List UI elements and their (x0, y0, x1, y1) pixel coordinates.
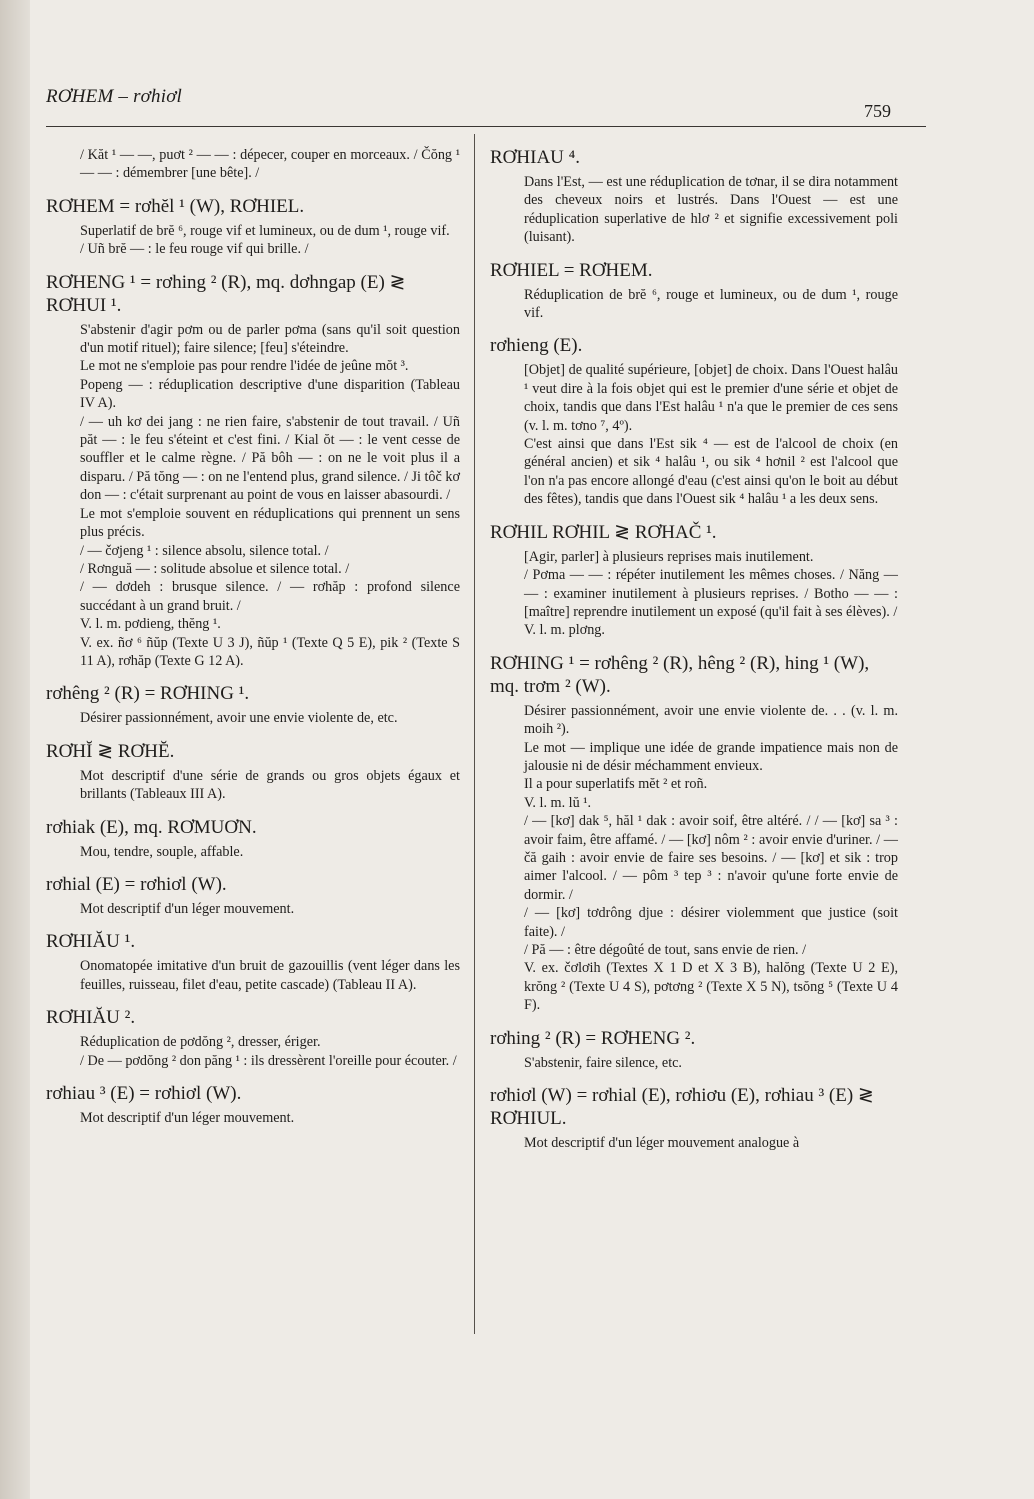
entry-rohiak (46, 816, 460, 861)
entry-text: Dans l'Est, — est une réduplication de tơnar, il se dira notamment des cheveux noirs et lustrés. Dans l'Ouest — est une réduplication superlative de hlơ ² et signifie excessivement poli (luisant). (524, 174, 898, 246)
entry-rohiau-3 (46, 1082, 460, 1127)
headword: rơhing ² (R) = RƠHENG ². (490, 1027, 696, 1049)
entry-rohiau-1 (46, 930, 460, 994)
entry-text: V. l. m. plơng. (524, 622, 605, 639)
entry-text: [Objet] de qualité supérieure, [objet] de choix. Dans l'Ouest halâu ¹ veut dire à la fois objet qui est le premier d'une série et objet de choix, tandis que dans l'Est halâu ¹ n'a que le premier de ces sens (v. l. m. tơno ⁷, 4º). (524, 362, 898, 434)
entry-text: Il a pour superlatifs mĕt ² et roñ. (524, 776, 708, 793)
right-column (490, 146, 898, 1164)
entry-rohing-2 (490, 1027, 898, 1072)
entry-text: Mot descriptif d'un léger mouvement. (80, 1110, 295, 1126)
entry-text: Mou, tendre, souple, affable. (80, 843, 244, 860)
entry-text: Mot descriptif d'une série de grands ou gros objets égaux et brillants (Tableaux III A). (80, 767, 460, 803)
column-divider (474, 134, 475, 1334)
page-number: 759 (864, 101, 891, 121)
headword: RƠHIĂU ¹. (46, 931, 136, 953)
left-column (46, 146, 460, 1139)
entry-rohing-1 (490, 652, 898, 1015)
headword: rơhial (E) = rơhiơl (W). (46, 873, 227, 895)
entry-text: [Agir, parler] à plusieurs reprises mais inutilement. (524, 548, 814, 565)
entry-text: V. l. m. pơdieng, thĕng ¹. (80, 616, 221, 633)
fragment-text: / Kăt ¹ — —, puơt ² — — : dépecer, couper en morceaux. / Čŏng ¹ — — : démembrer [une bête]. / (80, 147, 460, 182)
entry-text: Mot descriptif d'un léger mouvement. (80, 900, 295, 917)
running-head: RƠHEM – rơhiơl (46, 86, 183, 107)
entry-rohiau-4 (490, 146, 898, 247)
entry-text: Mot descriptif d'un léger mouvement analogue à (524, 1135, 800, 1152)
headword: RƠHIĂU ². (46, 1007, 136, 1029)
entry-rohial (46, 873, 460, 918)
entry-text: / De — pơdŏng ² don păng ¹ : ils dressèrent l'oreille pour écouter. / (80, 1052, 457, 1069)
headword: RƠHIEL = RƠHEM. (490, 259, 653, 281)
page-gutter (0, 0, 30, 1499)
entry-text: S'abstenir d'agir pơm ou de parler pơma (sans qu'il soit question d'un motif rituel); faire silence; [feu] s'éteindre. (80, 321, 460, 357)
entry-text: / — [kơ] tơdrông djue : désirer violemment que justice (soit faite). / (524, 905, 898, 940)
entry-text: Désirer passionnément, avoir une envie violente de, etc. (80, 710, 398, 727)
headword: RƠHING ¹ = rơhêng ² (R), hêng ² (R), hing ¹ (W), mq. trơm ² (W). (490, 652, 870, 697)
entry-text: / Pơma — — : répéter inutilement les mêmes choses. / Năng — — : examiner inutilement à plusieurs reprises. / Botho — — : [maître] reprendre inutilement un exposé (qu'il fait à ses élèves). / (524, 567, 898, 620)
headword: rơhieng (E). (490, 335, 583, 357)
entry-text: / — uh kơ dei jang : ne rien faire, s'abstenir de tout travail. / Uñ păt — : le feu s'éteint et c'est fini. / Kial ŏt — : le vent cesse de souffler et le calme règne. / Pă bôh — : on ne le voit plus il a disparu. / Pă tŏng — : on ne l'entend plus, grand silence. / Ji tôč kơ don — : c'était surprenant au point de vous en laisser abasourdi. / (80, 413, 460, 504)
entry-text: Réduplication de brĕ ⁶, rouge et lumineux, ou de dum ¹, rouge vif. (524, 286, 898, 322)
entry-rohem (46, 195, 460, 259)
headword: RƠHIAU ⁴. (490, 147, 581, 168)
entry-roheng-1 (46, 271, 460, 671)
entry-text: Le mot — implique une idée de grande impatience mais non de jalousie ni de désir méchamment envieux. (524, 739, 898, 774)
headword: rơhiơl (W) = rơhial (E), rơhiơu (E), rơhiau ³ (E) ≷ RƠHIUL. (490, 1085, 874, 1130)
entry-rohieng (490, 334, 898, 508)
entry-text: / Rơnguă — : solitude absolue et silence total. / (80, 560, 350, 577)
headword: rơhêng ² (R) = RƠHING ¹. (46, 683, 250, 705)
headword: RƠHIL RƠHIL ≷ RƠHAČ ¹. (490, 521, 717, 543)
entry-rohiel (490, 259, 898, 323)
header-rule (46, 126, 926, 127)
entry-text: / Pă — : être dégoûté de tout, sans envie de rien. / (524, 942, 807, 958)
entry-text: S'abstenir, faire silence, etc. (524, 1054, 682, 1071)
headword: RƠHENG ¹ = rơhing ² (R), mq. dơhngap (E) ≷ RƠHUI ¹. (46, 271, 406, 316)
entry-text: / — dơdeh : brusque silence. / — rơhăp : profond silence succédant à un grand bruit. / (80, 579, 460, 614)
entry-text: V. ex. čơlơih (Textes X 1 D et X 3 B), halŏng (Texte U 2 E), krŏng ² (Texte U 4 S), pơtơng ² (Texte X 5 N), tsŏng ⁵ (Texte U 4 F). (524, 960, 898, 1014)
entry-rohiau-2 (46, 1006, 460, 1070)
entry-rohil (490, 521, 898, 640)
entry-text: Onomatopée imitative d'un bruit de gazouillis (vent léger dans les feuilles, ruisseau, filet d'eau, petite cascade) (Tableau II A). (80, 958, 460, 993)
entry-text: V. ex. ñơ ⁶ ñŭp (Texte U 3 J), ñŭp ¹ (Texte Q 5 E), pik ² (Texte S 11 A), rơhăp (Texte G 12 A). (80, 634, 460, 669)
headword: rơhiau ³ (E) = rơhiơl (W). (46, 1083, 242, 1104)
entry-text: Le mot ne s'emploie pas pour rendre l'idée de jeûne mŏt ³. (80, 358, 409, 375)
entry-text: / — [kơ] dak ⁵, hăl ¹ dak : avoir soif, être altéré. / / — [kơ] sa ³ : avoir faim, être affamé. / — [kơ] nôm ² : avoir envie d'uriner. / — čă gaih : avoir envie de faire ses besoins. / — [kơ] et sik : trop aimer l'alcool. / — pôm ³ tep ³ : n'avoir qu'une forte envie de dormir. / (524, 813, 898, 903)
headword: RƠHĬ ≷ RƠHĔ. (46, 740, 175, 762)
entry-text: V. l. m. lŭ ¹. (524, 794, 592, 811)
entry-text: Superlatif de brĕ ⁶, rouge vif et lumineux, ou de dum ¹, rouge vif. (80, 222, 450, 239)
headword: RƠHEM = rơhĕl ¹ (W), RƠHIEL. (46, 195, 305, 217)
headword: rơhiak (E), mq. RƠMUƠN. (46, 816, 257, 838)
entry-rohi (46, 740, 460, 804)
entry-text: Réduplication de pơdŏng ², dresser, ériger. (80, 1034, 321, 1051)
entry-text: C'est ainsi que dans l'Est sik ⁴ — est de l'alcool de choix (en général ancien) et sik ⁴ halâu ¹, ou sik ⁴ hơnil ² est l'alcool que l'on n'a pas encore allongé d'eau (c'est ainsi qu'on le boit au début des fêtes), tandis que dans l'Ouest sik ⁴ halâu ¹ a les deux sens. (524, 436, 898, 508)
entry-text: / Uñ brĕ — : le feu rouge vif qui brille. / (80, 241, 309, 258)
entry-rohiol (490, 1084, 898, 1152)
entry-text: Popeng — : réduplication descriptive d'une disparition (Tableau IV A). (80, 376, 460, 412)
continued-fragment (46, 146, 460, 183)
entry-text: Le mot s'emploie souvent en réduplications qui prennent un sens plus précis. (80, 505, 460, 541)
entry-text: / — čơjeng ¹ : silence absolu, silence total. / (80, 542, 329, 559)
entry-text: Désirer passionnément, avoir une envie violente de. . . (v. l. m. moih ²). (524, 702, 898, 738)
entry-roheng-2 (46, 682, 460, 727)
